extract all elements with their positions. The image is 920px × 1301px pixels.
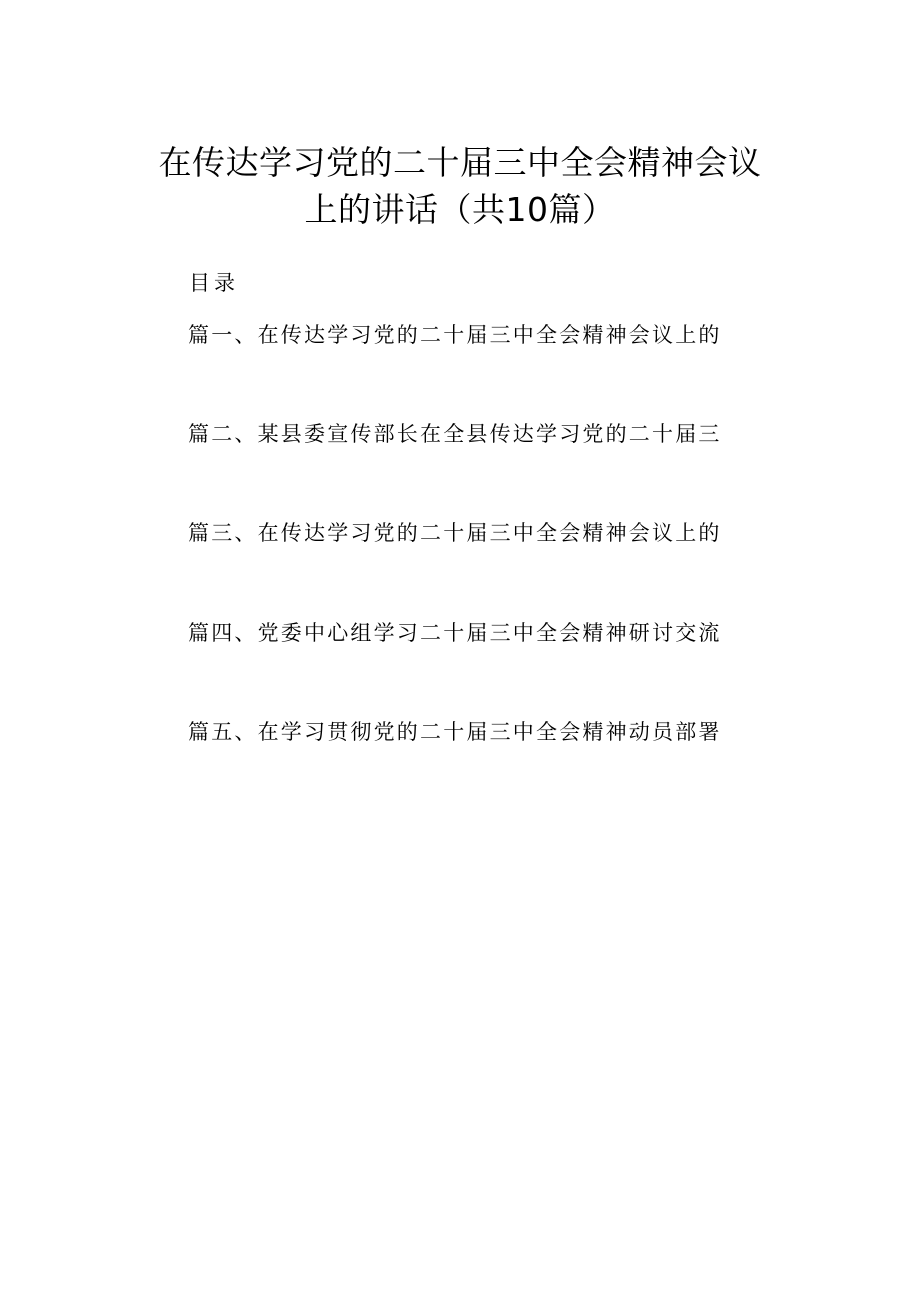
- document-title-line-2: 上的讲话（共10篇）: [304, 190, 616, 229]
- toc-item-3: 篇三、在传达学习党的二十届三中全会精神会议上的: [188, 521, 722, 545]
- document-title-line-1: 在传达学习党的二十届三中全会精神会议: [158, 143, 762, 182]
- toc-item-2: 篇二、某县委宣传部长在全县传达学习党的二十届三: [188, 422, 722, 446]
- toc-item-4: 篇四、党委中心组学习二十届三中全会精神研讨交流: [188, 621, 722, 645]
- toc-item-5: 篇五、在学习贯彻党的二十届三中全会精神动员部署: [188, 720, 722, 744]
- toc-heading: 目录: [189, 271, 239, 295]
- toc-item-1: 篇一、在传达学习党的二十届三中全会精神会议上的: [188, 323, 722, 347]
